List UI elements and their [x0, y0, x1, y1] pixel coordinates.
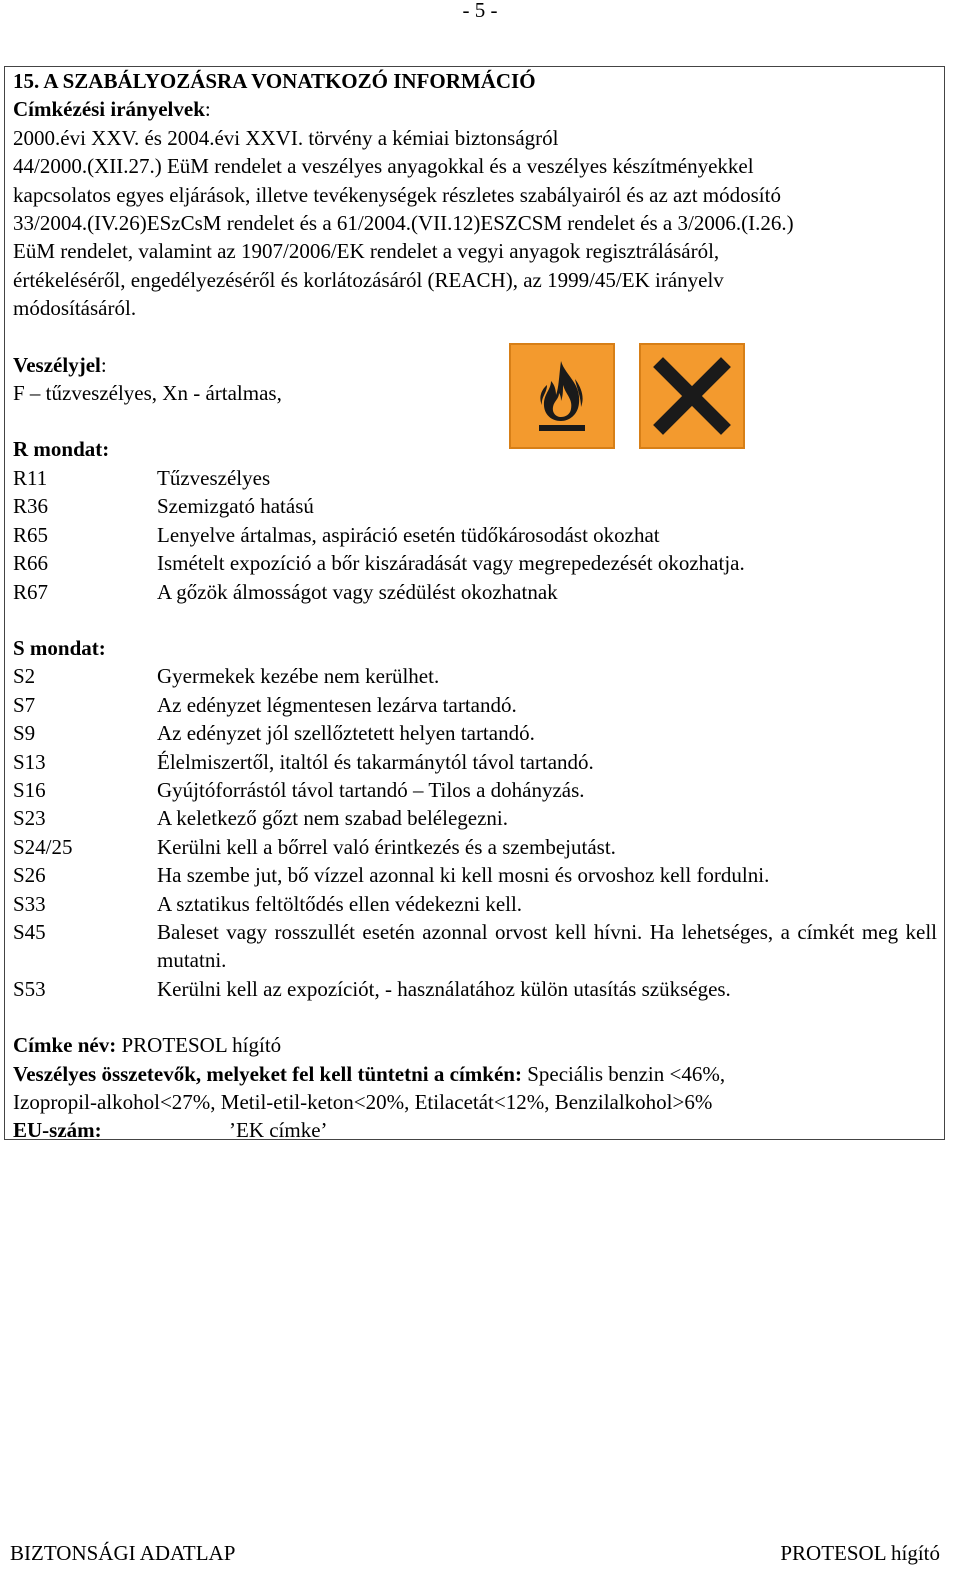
eu-number-value: ’EK címke’ [229, 1118, 328, 1143]
s-phrase-text: Gyújtóforrástól távol tartandó – Tilos a dohányzás. [157, 777, 585, 802]
s-phrase-row [13, 691, 938, 719]
r-phrase-text: Tűzveszélyes [157, 465, 271, 490]
s-phrase-code: S9 [13, 721, 36, 746]
labeling-colon: : [204, 97, 211, 122]
s-phrase-code: S33 [13, 891, 46, 916]
law-line: 33/2004.(IV.26)ESzCsM rendelet és a 61/2004.(VII.12)ESZCSM rendelet és a 3/2006.(I.26.) [13, 211, 794, 236]
r-phrase-text: A gőzök álmosságot vagy szédülést okozhatnak [157, 579, 558, 604]
s-phrases-list [13, 662, 938, 1003]
s-phrase-row [13, 748, 938, 776]
r-phrase-code: R36 [13, 494, 49, 519]
r-phrase-row [13, 521, 938, 549]
s-phrase-row [13, 804, 938, 832]
law-line: 44/2000.(XII.27.) EüM rendelet a veszélyes anyagokkal és a veszélyes készítményekkel [13, 154, 754, 179]
r-phrases-list [13, 464, 938, 606]
components-value: Speciális benzin <46%, [521, 1061, 726, 1086]
law-line: 2000.évi XXV. és 2004.évi XXVI. törvény a kémiai biztonságról [13, 125, 559, 150]
s-phrase-text: Az edényzet légmentesen lezárva tartandó. [157, 692, 517, 717]
s-phrases-heading: S mondat: [13, 635, 106, 660]
cross-icon [639, 343, 745, 449]
r-phrase-code: R67 [13, 579, 49, 604]
footer-product-name: PROTESOL hígító [780, 1541, 940, 1565]
s-phrase-code: S16 [13, 777, 46, 802]
eu-number [13, 1116, 938, 1144]
s-phrase-row [13, 719, 938, 747]
footer-document-type: BIZTONSÁGI ADATLAP [10, 1541, 236, 1565]
s-phrase-row [13, 833, 938, 861]
s-phrase-row [13, 890, 938, 918]
hazard-pictograms [509, 343, 745, 449]
hazard-colon: : [100, 352, 107, 377]
s-phrase-code: S23 [13, 806, 46, 831]
page-number: - 5 - [462, 0, 498, 22]
r-phrase-text: Szemizgató hatású [157, 494, 314, 519]
s-phrase-row [13, 918, 938, 975]
hazard-heading [13, 351, 938, 379]
r-phrase-code: R65 [13, 522, 49, 547]
s-phrase-code: S26 [13, 863, 46, 888]
s-phrase-text: Kerülni kell a bőrrel való érintkezés és a szembejutást. [157, 834, 616, 859]
s-phrase-row [13, 662, 938, 690]
components-label: Veszélyes összetevők, melyeket fel kell tüntetni a címkén: [13, 1061, 522, 1086]
s-phrase-row [13, 776, 938, 804]
s-phrase-text: Ha szembe jut, bő vízzel azonnal ki kell mosni és orvoshoz kell fordulni. [157, 863, 770, 888]
s-phrase-text: Baleset vagy rosszullét esetén azonnal orvost kell hívni. Ha lehetséges, a címkét meg kell mutatni. [157, 919, 937, 973]
s-phrase-code: S13 [13, 749, 46, 774]
s-phrase-text: Kerülni kell az expozíciót, - használatához külön utasítás szükséges. [157, 976, 731, 1001]
law-line: értékeléséről, engedélyezéséről és korlátozásáról (REACH), az 1999/45/EK irányelv [13, 267, 724, 292]
hazard-value: F – tűzveszélyes, Xn - ártalmas, [13, 381, 282, 406]
regulatory-section [4, 66, 945, 1143]
eu-number-label: EU-szám: [13, 1118, 102, 1143]
s-phrase-code: S45 [13, 919, 46, 944]
s-phrase-text: Élelmiszertől, italtól és takarmánytól távol tartandó. [157, 749, 594, 774]
s-phrase-text: Gyermekek kezébe nem kerülhet. [157, 664, 440, 689]
components-continued: Izopropil-alkohol<27%, Metil-etil-keton<20%, Etilacetát<12%, Benzilalkohol>6% [13, 1090, 713, 1114]
s-phrase-text: A keletkező gőzt nem szabad belélegezni. [157, 806, 509, 831]
flame-icon [509, 343, 615, 449]
label-name-label: Címke név: [13, 1033, 117, 1058]
r-phrases-heading: R mondat: [13, 437, 110, 462]
r-phrase-text: Ismételt expozíció a bőr kiszáradását vagy megrepedezését okozhatja. [157, 551, 745, 576]
law-line: kapcsolatos egyes eljárások, illetve tevékenységek részletes szabályairól és az azt módosító [13, 182, 781, 207]
r-phrase-row [13, 492, 938, 520]
s-phrase-code: S53 [13, 976, 46, 1001]
s-phrase-code: S2 [13, 664, 36, 689]
s-phrase-text: A sztatikus feltöltődés ellen védekezni kell. [157, 891, 523, 916]
r-phrase-code: R11 [13, 465, 48, 490]
labeling-heading [13, 95, 938, 123]
r-phrase-row [13, 464, 938, 492]
law-line: EüM rendelet, valamint az 1907/2006/EK rendelet a vegyi anyagok regisztrálásáról, [13, 239, 720, 264]
label-name [13, 1031, 938, 1059]
section-title: 15. A SZABÁLYOZÁSRA VONATKOZÓ INFORMÁCIÓ [13, 69, 536, 93]
s-phrase-row [13, 975, 938, 1003]
law-line: módosításáról. [13, 296, 137, 321]
s-phrase-code: S7 [13, 692, 36, 717]
r-phrase-code: R66 [13, 551, 49, 576]
s-phrase-text: Az edényzet jól szellőztetett helyen tartandó. [157, 721, 535, 746]
labeling-label: Címkézési irányelvek [13, 97, 205, 122]
hazard-label: Veszélyjel [13, 352, 101, 377]
r-phrase-row [13, 549, 938, 577]
r-phrase-row [13, 578, 938, 606]
components [13, 1060, 938, 1088]
s-phrase-code: S24/25 [13, 834, 73, 859]
r-phrase-text: Lenyelve ártalmas, aspiráció esetén tüdőkárosodást okozhat [157, 522, 660, 547]
s-phrase-row [13, 861, 938, 889]
label-name-value: PROTESOL hígító [116, 1033, 282, 1058]
